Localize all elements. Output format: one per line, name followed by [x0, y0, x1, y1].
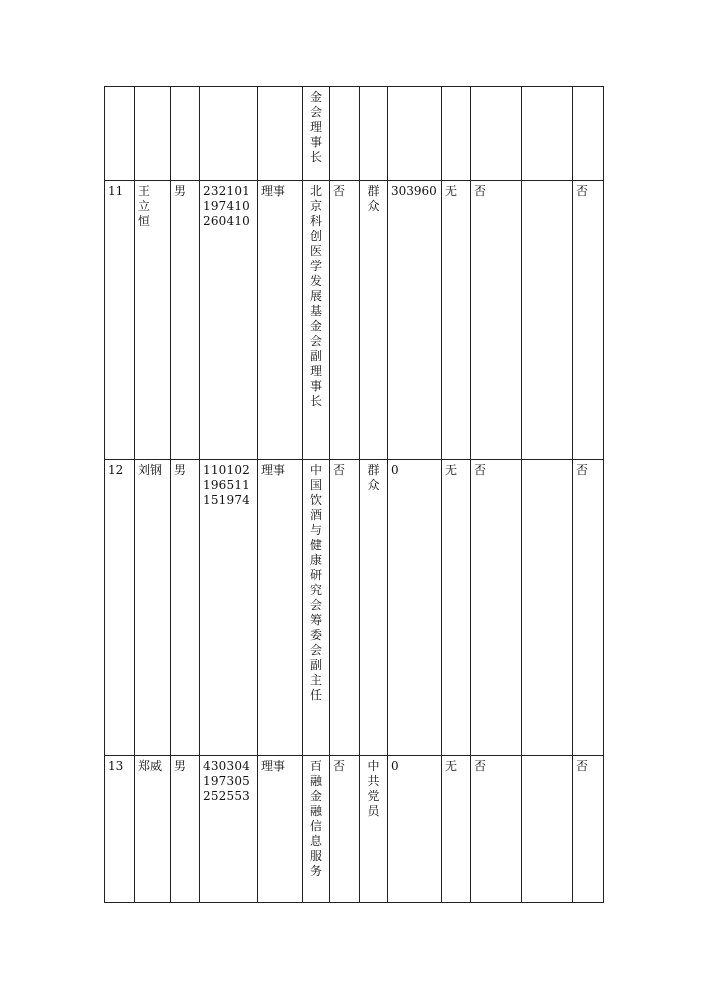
employer-cell: 北京科创医学发展基金会副理事长: [303, 181, 330, 460]
column-13-cell: [573, 87, 604, 181]
column-7-cell: 否: [330, 756, 360, 903]
id-number-cell: 110102196511151974: [200, 460, 258, 756]
column-12-cell: [522, 87, 573, 181]
position-cell: 理事: [258, 460, 303, 756]
column-12-cell: [522, 756, 573, 903]
position-cell: 理事: [258, 756, 303, 903]
name-cell: [135, 87, 171, 181]
amount-cell: 0: [388, 756, 442, 903]
column-10-cell: 无: [442, 756, 471, 903]
column-11-cell: [471, 87, 522, 181]
political-status-cell: 群众: [360, 181, 388, 460]
column-11-cell: 否: [471, 756, 522, 903]
employer-cell: 金会理事长: [303, 87, 330, 181]
column-13-cell: 否: [573, 756, 604, 903]
row-number-cell: [105, 87, 135, 181]
member-table: [104, 86, 604, 903]
amount-cell: 303960: [388, 181, 442, 460]
position-cell: 理事: [258, 181, 303, 460]
column-7-cell: 否: [330, 460, 360, 756]
name-cell: 郑威: [135, 756, 171, 903]
employer-cell: 百融金融信息服务: [303, 756, 330, 903]
column-12-cell: [522, 181, 573, 460]
name-cell: 王立恒: [135, 181, 171, 460]
gender-cell: 男: [171, 460, 200, 756]
table-row: [105, 756, 604, 903]
column-11-cell: 否: [471, 181, 522, 460]
amount-cell: [388, 87, 442, 181]
column-10-cell: 无: [442, 460, 471, 756]
position-cell: [258, 87, 303, 181]
amount-cell: 0: [388, 460, 442, 756]
gender-cell: 男: [171, 756, 200, 903]
column-10-cell: [442, 87, 471, 181]
column-12-cell: [522, 460, 573, 756]
row-number-cell: 11: [105, 181, 135, 460]
id-number-cell: 232101197410260410: [200, 181, 258, 460]
political-status-cell: 中共党员: [360, 756, 388, 903]
column-7-cell: 否: [330, 181, 360, 460]
id-number-cell: [200, 87, 258, 181]
table-row: [105, 181, 604, 460]
column-11-cell: 否: [471, 460, 522, 756]
column-10-cell: 无: [442, 181, 471, 460]
id-number-cell: 430304197305252553: [200, 756, 258, 903]
political-status-cell: 群众: [360, 460, 388, 756]
political-status-cell: [360, 87, 388, 181]
table-row: [105, 460, 604, 756]
row-number-cell: 13: [105, 756, 135, 903]
gender-cell: [171, 87, 200, 181]
table-row: [105, 87, 604, 181]
column-7-cell: [330, 87, 360, 181]
employer-cell: 中国饮酒与健康研究会筹委会副主任: [303, 460, 330, 756]
column-13-cell: 否: [573, 460, 604, 756]
column-13-cell: 否: [573, 181, 604, 460]
row-number-cell: 12: [105, 460, 135, 756]
gender-cell: 男: [171, 181, 200, 460]
name-cell: 刘钢: [135, 460, 171, 756]
